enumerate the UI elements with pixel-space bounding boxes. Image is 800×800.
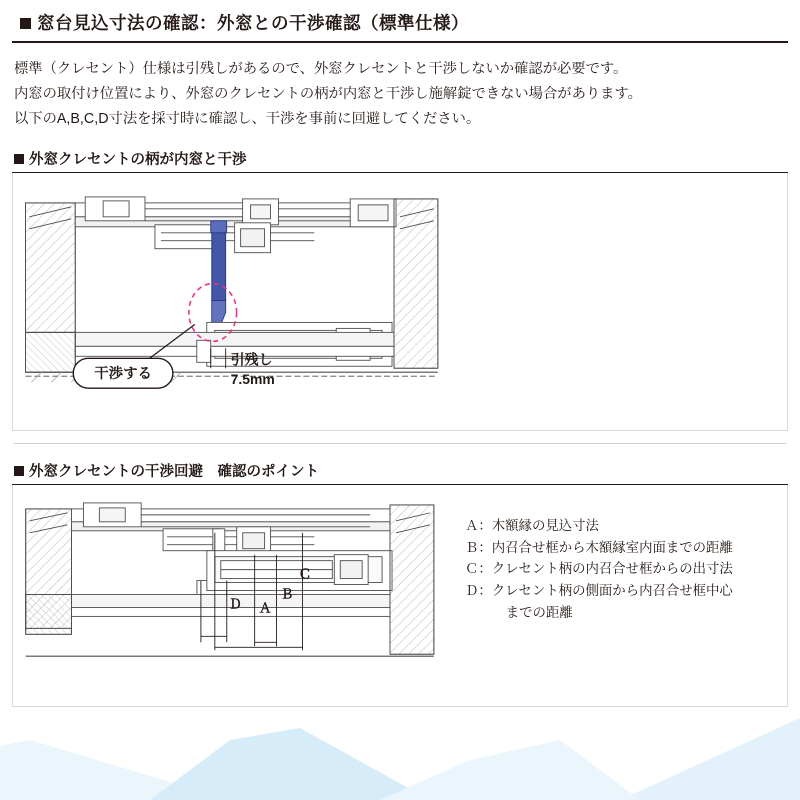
section-2-heading-text: 外窓クレセントの干渉回避 確認のポイント (29, 464, 319, 481)
callout-bubble (73, 358, 173, 388)
filled-square-icon (14, 154, 24, 164)
section-divider (14, 443, 786, 444)
section-2-heading (12, 460, 788, 485)
page-title (12, 8, 788, 43)
legend-item-d: Ｄ：クレセント柄の側面から内召合せ框中心 (465, 583, 733, 599)
svg-text:7.5mm: 7.5mm (230, 371, 275, 388)
filled-square-icon (20, 18, 31, 29)
svg-text:Ａ: Ａ (258, 600, 272, 616)
svg-text:Ｄ: Ｄ (228, 596, 242, 612)
page-content (0, 8, 800, 707)
svg-text:Ｃ: Ｃ (298, 566, 312, 582)
legend-item-d-continued: までの距離 (479, 604, 573, 620)
intro-line-2: 内窓の取付け位置により、外窓のクレセントの柄が内窓と干渉し施解錠できない場合があります。 (14, 86, 642, 103)
legend-item-a: Ａ：木額縁の見込寸法 (465, 518, 599, 534)
section-1-heading-text: 外窓クレセントの柄が内窓と干渉 (29, 152, 247, 169)
section-1-figure (12, 173, 788, 431)
decorative-background-band (0, 710, 800, 800)
svg-text:Ｂ: Ｂ (280, 586, 294, 602)
section-1-heading (12, 148, 788, 173)
intro-paragraph (14, 57, 786, 132)
svg-text:引残し: 引残し (230, 351, 273, 368)
section-interference (12, 148, 788, 431)
svg-text:干渉する: 干渉する (94, 366, 152, 383)
legend-item-b: Ｂ：内召合せ框から木額縁室内面までの距離 (465, 539, 733, 555)
page-title-text: 窓台見込寸法の確認：外窓との干渉確認（標準仕様） (37, 13, 469, 33)
window-section-drawing-1 (13, 173, 787, 430)
section-avoidance (12, 460, 788, 707)
legend-item-c: Ｃ：クレセント柄の内召合せ框からの出寸法 (465, 561, 733, 577)
section-2-figure (12, 485, 788, 707)
legend-list (465, 515, 733, 624)
intro-line-1: 標準（クレセント）仕様は引残しがあるので、外窓クレセントと干渉しないか確認が必要です。 (14, 61, 628, 77)
filled-square-icon (14, 466, 24, 476)
intro-line-3: 以下のA,B,C,D寸法を採寸時に確認し、干渉を事前に回避してください。 (14, 111, 481, 128)
